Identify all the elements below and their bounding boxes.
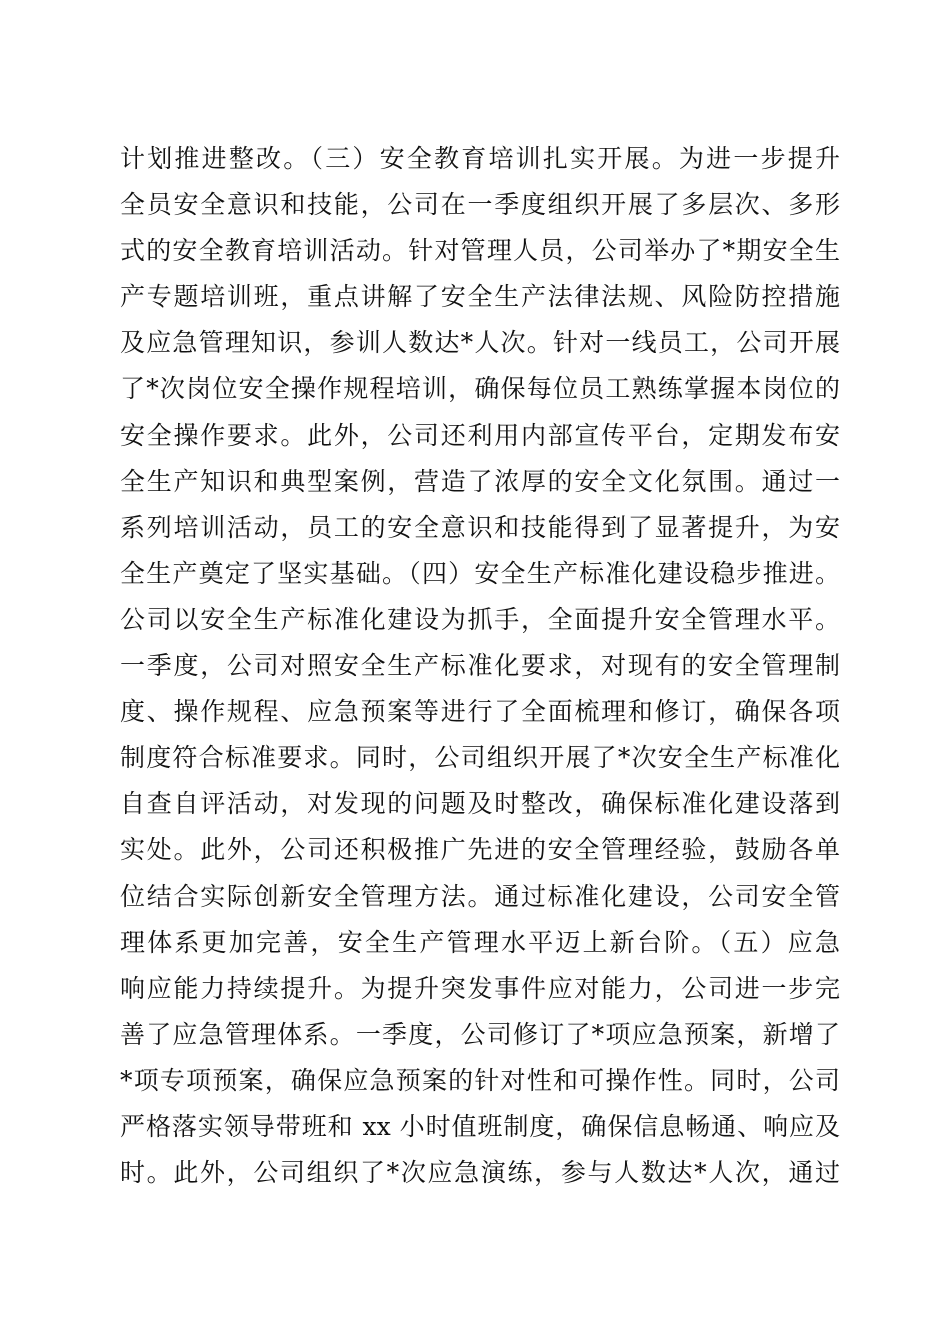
text-line: 理体系更加完善，安全生产管理水平迈上新台阶。（五）应急 (120, 927, 840, 957)
text-line: 全生产知识和典型案例，营造了浓厚的安全文化氛围。通过一 (120, 466, 840, 496)
text-line: 产专题培训班，重点讲解了安全生产法律法规、风险防控措施 (120, 282, 840, 312)
text-line: *项专项预案，确保应急预案的针对性和可操作性。同时，公司 (120, 1065, 840, 1095)
text-line: 系列培训活动，员工的安全意识和技能得到了显著提升，为安 (120, 512, 840, 542)
text-line: 公司以安全生产标准化建设为抓手，全面提升安全管理水平。 (120, 604, 840, 634)
text-line: 全员安全意识和技能，公司在一季度组织开展了多层次、多形 (120, 190, 840, 220)
text-line: 式的安全教育培训活动。针对管理人员，公司举办了*期安全生 (120, 236, 840, 266)
text-line: 安全操作要求。此外，公司还利用内部宣传平台，定期发布安 (120, 420, 840, 450)
text-line: 位结合实际创新安全管理方法。通过标准化建设，公司安全管 (120, 881, 840, 911)
text-line: 及应急管理知识，参训人数达*人次。针对一线员工，公司开展 (120, 328, 840, 358)
text-line: 自查自评活动，对发现的问题及时整改，确保标准化建设落到 (120, 789, 840, 819)
text-line: 制度符合标准要求。同时，公司组织开展了*次安全生产标准化 (120, 743, 840, 773)
text-line: 严格落实领导带班和 xx 小时值班制度，确保信息畅通、响应及 (120, 1111, 840, 1141)
text-line: 一季度，公司对照安全生产标准化要求，对现有的安全管理制 (120, 651, 840, 681)
text-line: 善了应急管理体系。一季度，公司修订了*项应急预案，新增了 (120, 1019, 840, 1049)
text-line: 计划推进整改。（三）安全教育培训扎实开展。为进一步提升 (120, 144, 840, 173)
body-paragraph (120, 136, 840, 1196)
text-line: 度、操作规程、应急预案等进行了全面梳理和修订，确保各项 (120, 697, 840, 727)
text-line: 实处。此外，公司还积极推广先进的安全管理经验，鼓励各单 (120, 835, 840, 865)
text-line: 时。此外，公司组织了*次应急演练，参与人数达*人次，通过 (120, 1158, 840, 1188)
text-line: 响应能力持续提升。为提升突发事件应对能力，公司进一步完 (120, 973, 840, 1003)
text-line: 全生产奠定了坚实基础。（四）安全生产标准化建设稳步推进。 (120, 558, 840, 588)
text-line: 了*次岗位安全操作规程培训，确保每位员工熟练掌握本岗位的 (120, 374, 840, 404)
